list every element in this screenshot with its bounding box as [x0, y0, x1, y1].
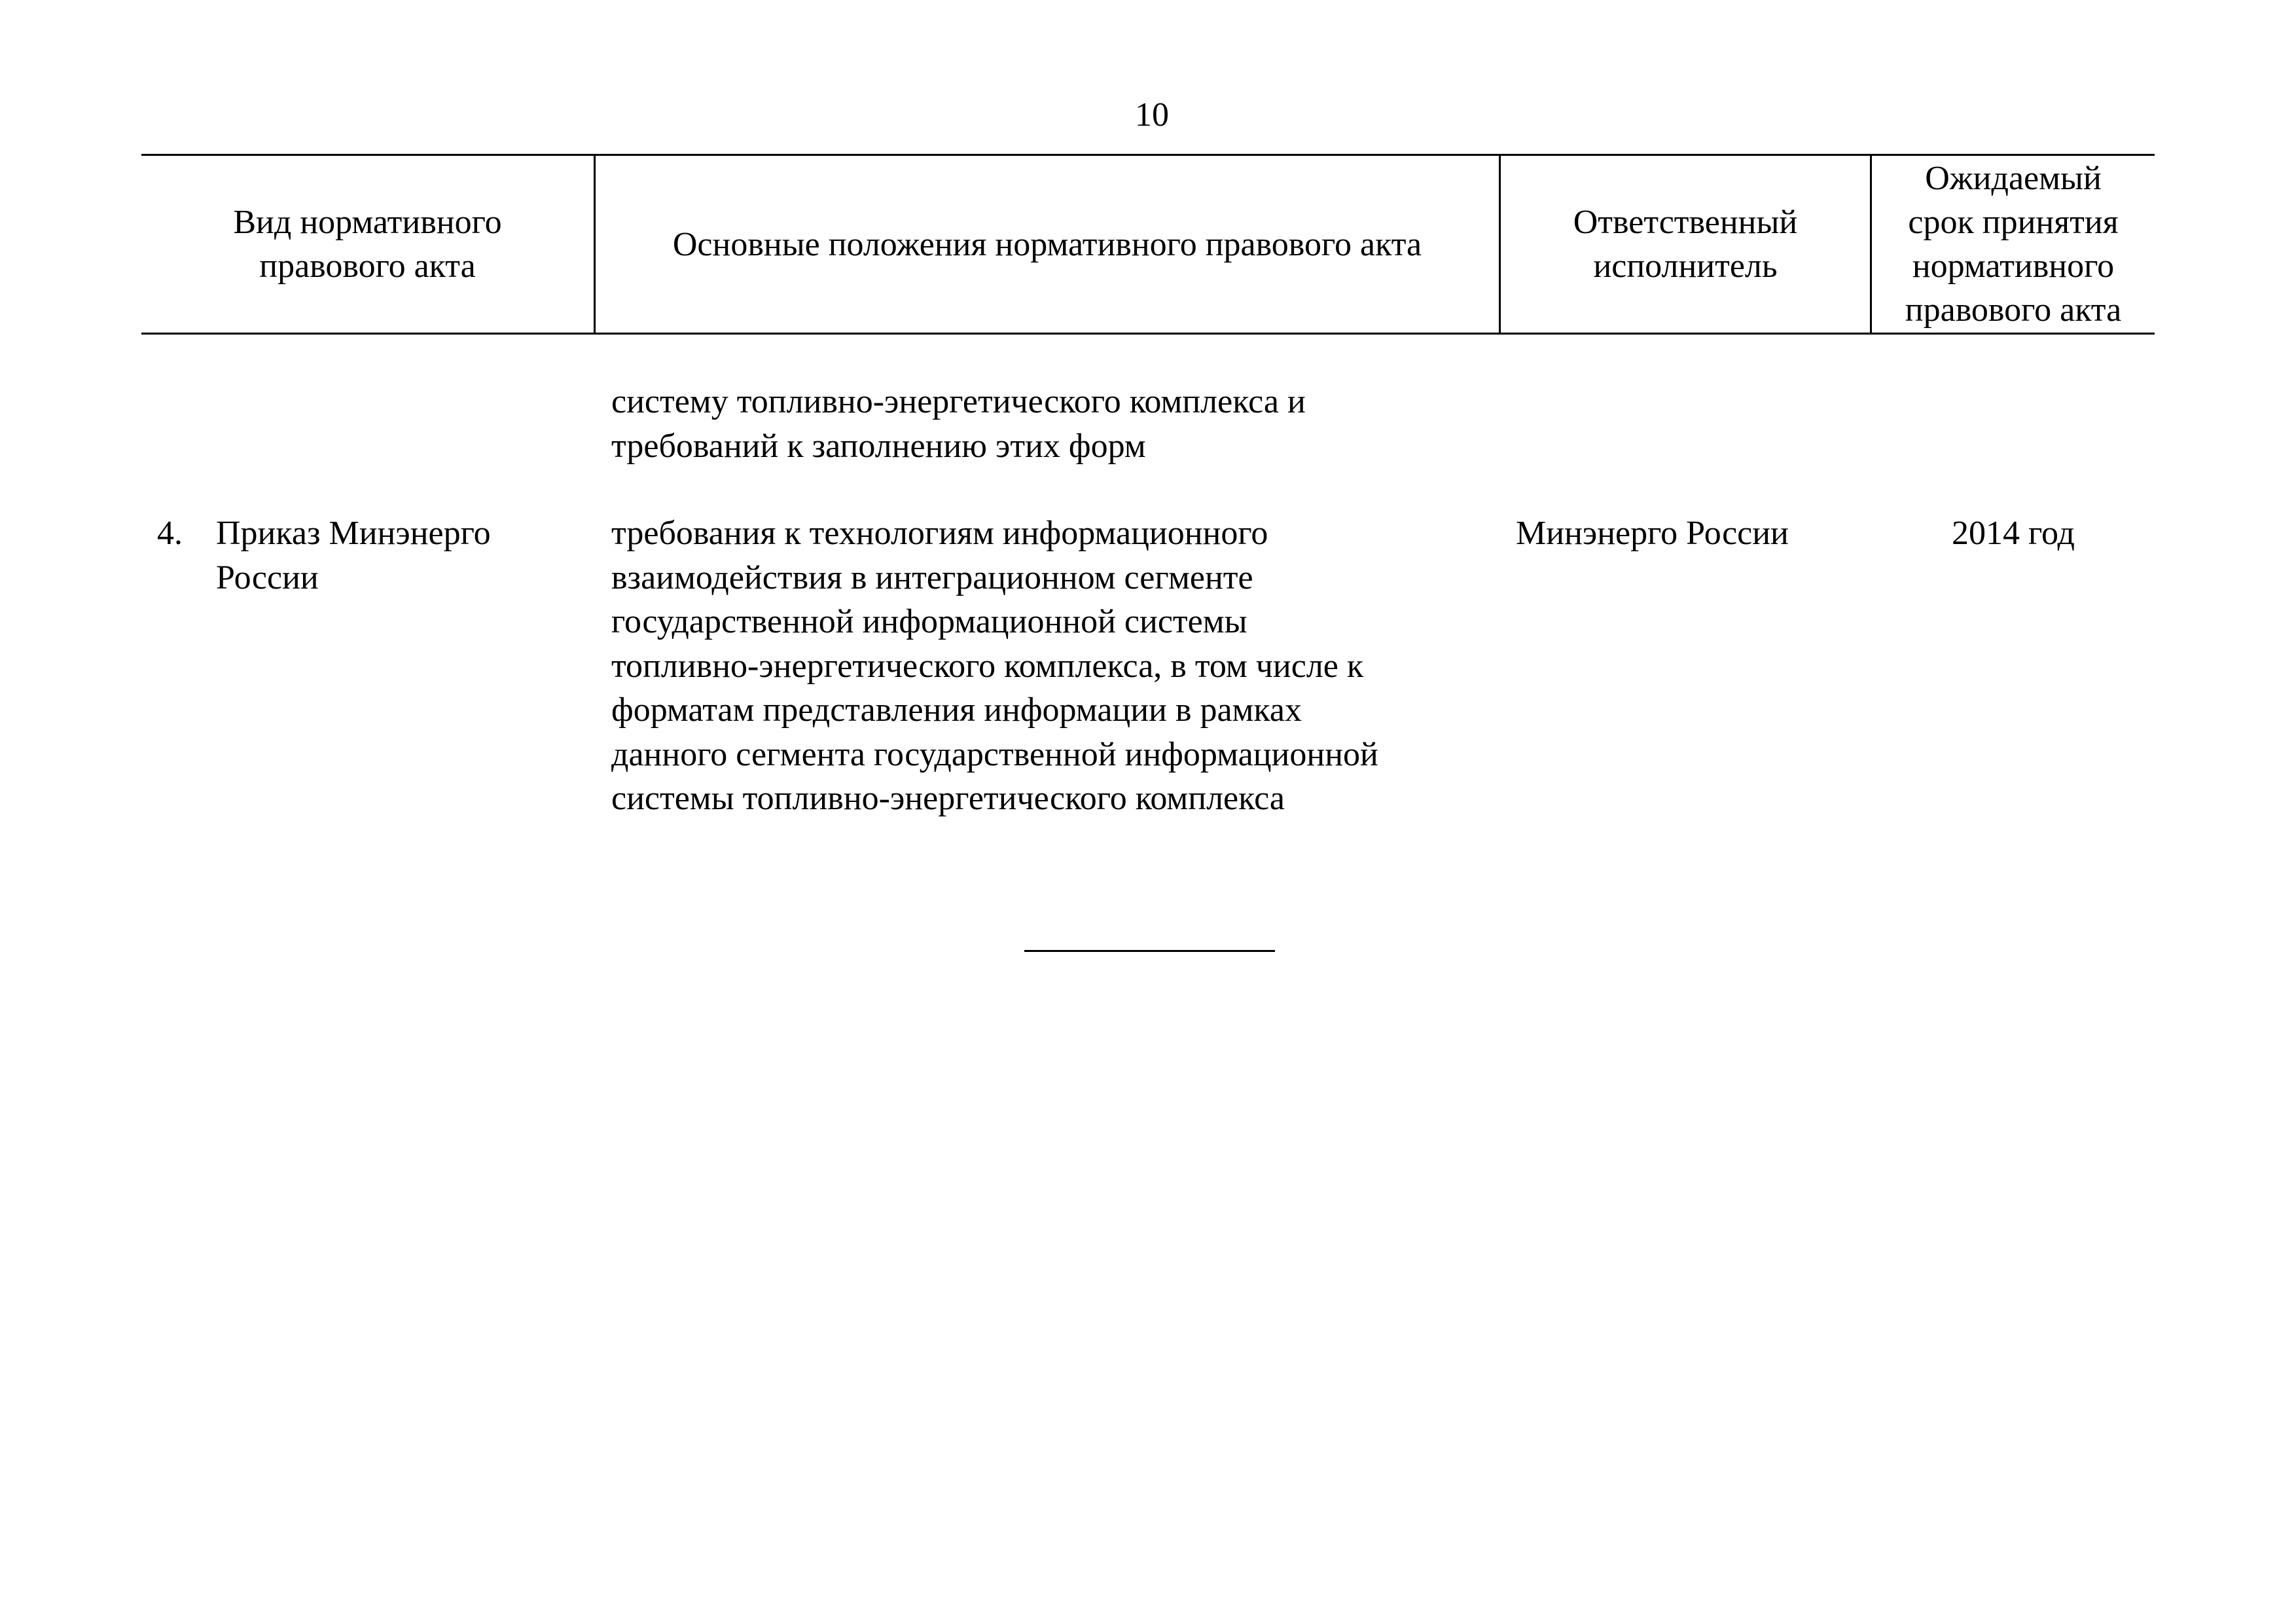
header-act-type: Вид нормативного правового акта [233, 204, 502, 285]
row-executor: Минэнерго России [1516, 515, 1789, 552]
row-provisions: требования к технологиям информационного взаимодействия в интеграционном сегменте государственной информационной системы топливно-энергетического комплекса, в том числе к форматам представления информации в рамках данного сегмента государственной информационной системы топливно-энергетического комплекса [611, 515, 1378, 817]
row-act-type: Приказ Минэнерго России [216, 515, 491, 596]
page-number: 10 [1135, 96, 1169, 134]
header-executor: Ответственный исполнитель [1573, 204, 1798, 285]
table-header-bottom-rule [141, 333, 2155, 335]
header-deadline: Ожидаемый срок принятия нормативного правового акта [1905, 160, 2122, 329]
continuation-provisions: систему топливно-энергетического комплекса и требований к заполнению этих форм [611, 383, 1306, 465]
row-deadline: 2014 год [1952, 515, 2075, 552]
header-provisions: Основные положения нормативного правового акта [672, 225, 1422, 263]
end-rule [1024, 950, 1275, 952]
row-number: 4. [157, 515, 183, 552]
